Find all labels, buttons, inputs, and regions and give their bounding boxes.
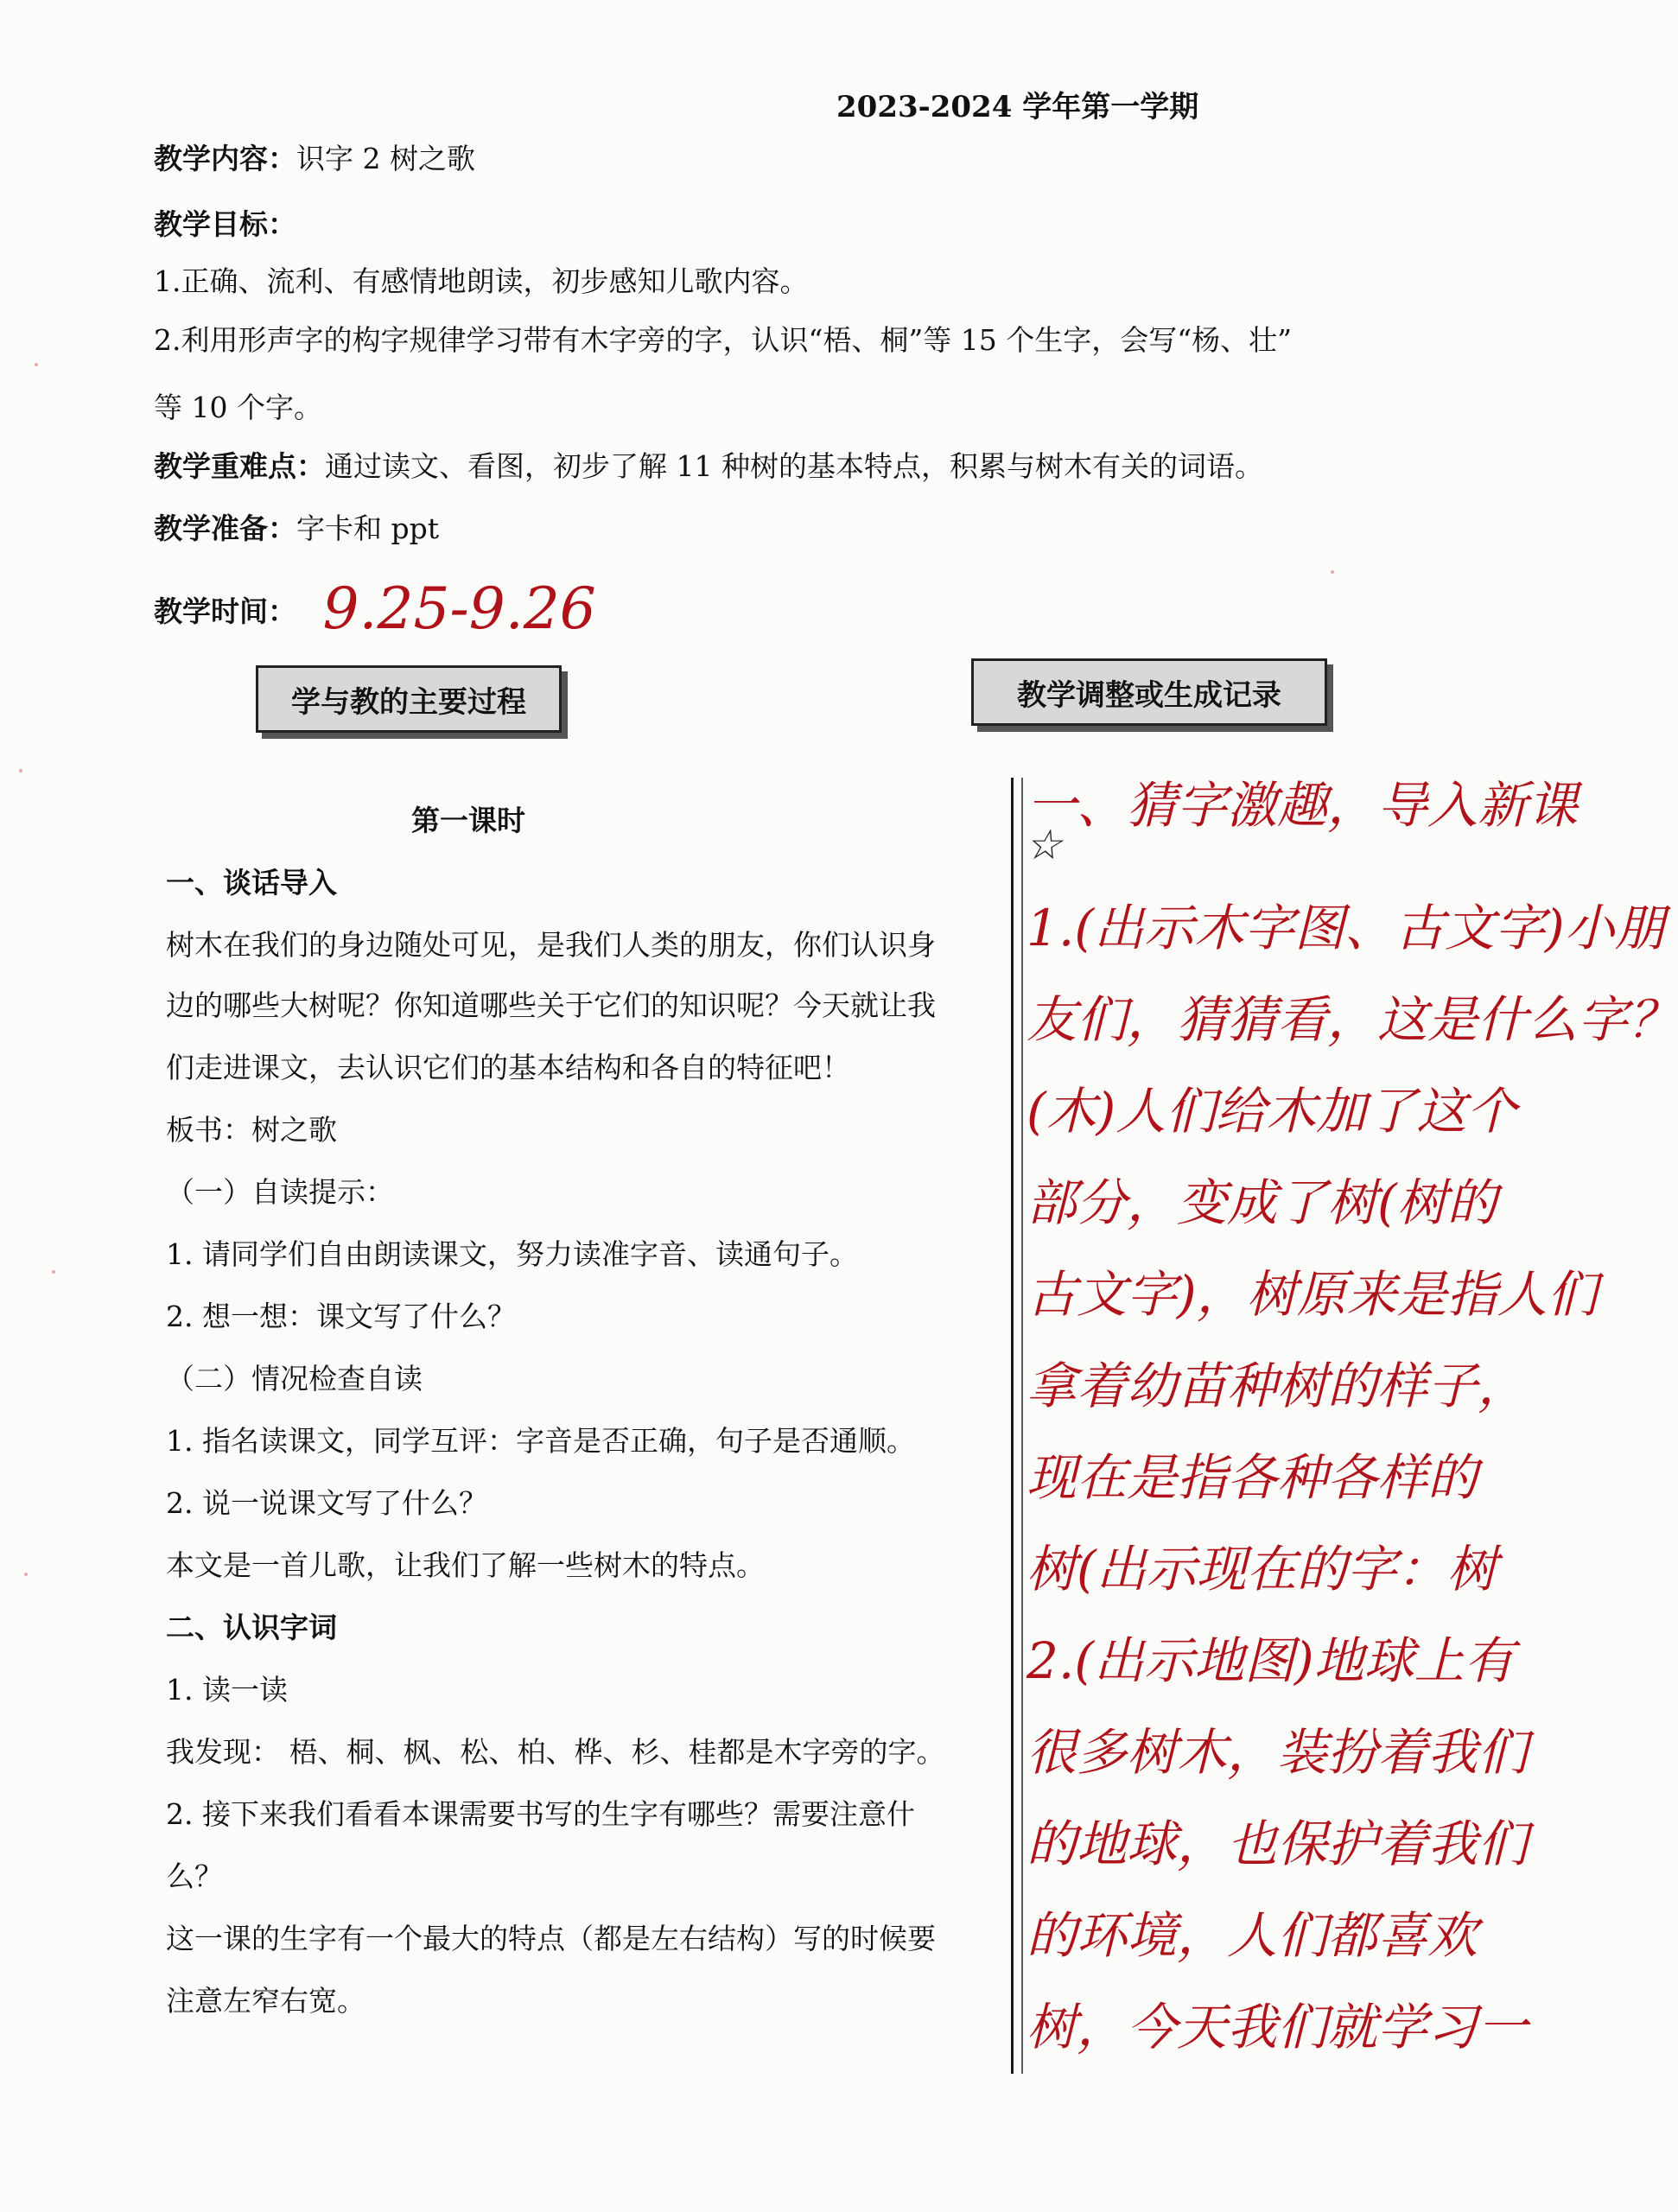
handwritten-note-line: 很多树木，装扮着我们 [1027,1723,1529,1782]
period-title: 第一课时 [411,804,525,837]
subsection-2-item-2: 2. 说一说课文写了什么？ [166,1486,487,1520]
handwritten-note-line: 1.(出示木字图、古文字)小朋 [1027,899,1665,957]
column-divider-line-2 [1021,778,1023,2074]
handwritten-note-line: 的地球，也保护着我们 [1027,1815,1529,1873]
key-points-line [154,444,1263,485]
section-2-title: 二、认识字词 [166,1611,337,1644]
handwritten-note-line: 拿着幼苗种树的样子， [1027,1357,1529,1415]
section-2-item-1: 1. 读一读 [166,1673,288,1707]
time-line [154,569,596,642]
column-divider-line [1011,778,1014,2074]
section-2-note-line-2: 注意左窄右宽。 [166,1984,365,2018]
paper-speck [35,363,38,366]
handwritten-note-line: 的环境，人们都喜欢 [1027,1906,1478,1965]
handwritten-note-line: 一、猜字激趣，导入新课 [1027,776,1579,835]
teaching-content-value: 识字 2 树之歌 [296,142,475,175]
adjustment-record-box: 教学调整或生成记录 [971,658,1327,726]
section-1-title: 一、谈话导入 [166,866,337,899]
paper-speck [1331,570,1334,574]
section-2-note-line-1: 这一课的生字有一个最大的特点（都是左右结构）写的时候要 [166,1922,936,1955]
section-1-para-2: 边的哪些大树呢？你知道哪些关于它们的知识呢？今天就让我 [166,988,936,1022]
section-2-item-2-line-2: 么？ [166,1859,223,1893]
section-1-para-1: 树木在我们的身边随处可见，是我们人类的朋友，你们认识身 [166,928,936,962]
teaching-content-line [154,137,475,177]
time-label: 教学时间： [154,594,296,628]
handwritten-note-line: 现在是指各种各样的 [1027,1448,1478,1507]
subsection-1-item-2: 2. 想一想：课文写了什么？ [166,1300,516,1333]
board-writing: 板书：树之歌 [166,1113,337,1147]
teaching-content-label: 教学内容： [154,142,296,175]
paper-speck [24,1573,28,1576]
handwritten-note-line: 部分，变成了树(树的 [1027,1173,1497,1232]
subsection-2-title: （二）情况检查自读 [166,1362,423,1395]
handwritten-note-line: 古文字)，树原来是指人们 [1027,1265,1598,1324]
preparation-line [154,506,439,547]
handwritten-note-line: 树(出示现在的字：树 [1027,1540,1497,1599]
subsection-2-item-1: 1. 指名读课文，同学互评：字音是否正确，句子是否通顺。 [166,1424,915,1458]
handwritten-note-line: 2.(出示地图)地球上有 [1027,1631,1515,1690]
key-points-value: 通过读文、看图，初步了解 11 种树的基本特点，积累与树木有关的词语。 [325,449,1263,483]
star-mark-icon: ☆ [1025,821,1063,869]
subsection-1-item-1: 1. 请同学们自由朗读课文，努力读准字音、读通句子。 [166,1237,858,1271]
paper-speck [52,1270,55,1274]
main-process-box: 学与教的主要过程 [256,665,562,733]
handwritten-note-line: (木)人们给木加了这个 [1027,1082,1517,1141]
goal-2-line-2: 等 10 个字。 [154,391,322,424]
teaching-goals-label: 教学目标： [154,207,296,241]
paper-speck [19,769,22,772]
subsection-2-summary: 本文是一首儿歌，让我们了解一些树木的特点。 [166,1548,765,1582]
section-1-para-3: 们走进课文，去认识它们的基本结构和各自的特征吧！ [166,1051,850,1084]
preparation-value: 字卡和 ppt [296,512,439,545]
handwritten-note-line: 友们，猜猜看，这是什么字？ [1027,990,1678,1049]
handwritten-note-line: 树，今天我们就学习一 [1027,1998,1529,2056]
goal-1: 1.正确、流利、有感情地朗读，初步感知儿歌内容。 [154,264,809,298]
subsection-1-title: （一）自读提示： [166,1175,394,1209]
time-value-handwritten: 9.25-9.26 [322,575,596,642]
goal-2-line-1: 2.利用形声字的构字规律学习带有木字旁的字，认识“梧、桐”等 15 个生字，会写“杨、壮” [154,323,1292,357]
preparation-label: 教学准备： [154,512,296,545]
semester-header: 2023-2024 学年第一学期 [836,90,1199,124]
key-points-label: 教学重难点： [154,449,325,483]
section-2-item-2-line-1: 2. 接下来我们看看本课需要书写的生字有哪些？需要注意什 [166,1797,915,1831]
section-2-discovery: 我发现： 梧、桐、枫、松、柏、桦、杉、桂都是木字旁的字。 [166,1735,945,1769]
